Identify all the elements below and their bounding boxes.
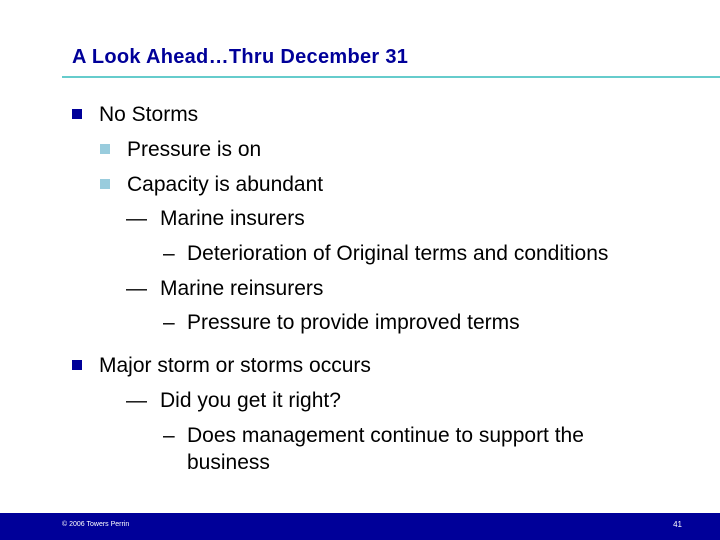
bullet-square-icon (100, 179, 110, 189)
bullet-management-support-line1: Does management continue to support the (187, 424, 584, 447)
footer-bar (0, 513, 720, 540)
em-dash-marker: — (126, 389, 147, 412)
footer-copyright: © 2006 Towers Perrin (62, 521, 130, 528)
bullet-pressure-is-on: Pressure is on (127, 138, 262, 161)
em-dash-marker: — (126, 277, 147, 300)
bullet-major-storm: Major storm or storms occurs (99, 354, 371, 377)
en-dash-marker: – (163, 424, 175, 447)
bullet-square-icon (100, 144, 110, 154)
bullet-pressure-improved-terms: Pressure to provide improved terms (187, 311, 520, 334)
slide-title: A Look Ahead…Thru December 31 (72, 46, 409, 68)
bullet-marine-reinsurers: Marine reinsurers (160, 277, 324, 300)
bullet-management-support-line2: business (187, 451, 270, 474)
bullet-did-you-get-it-right: Did you get it right? (160, 389, 341, 412)
bullet-no-storms: No Storms (99, 103, 199, 126)
title-rule (62, 76, 720, 78)
en-dash-marker: – (163, 311, 175, 334)
bullet-capacity-abundant: Capacity is abundant (127, 173, 324, 196)
bullet-square-icon (72, 109, 82, 119)
page-number: 41 (673, 520, 682, 529)
em-dash-marker: — (126, 207, 147, 230)
en-dash-marker: – (163, 242, 175, 265)
bullet-deterioration: Deterioration of Original terms and conditions (187, 242, 609, 265)
bullet-square-icon (72, 360, 82, 370)
bullet-marine-insurers: Marine insurers (160, 207, 305, 230)
